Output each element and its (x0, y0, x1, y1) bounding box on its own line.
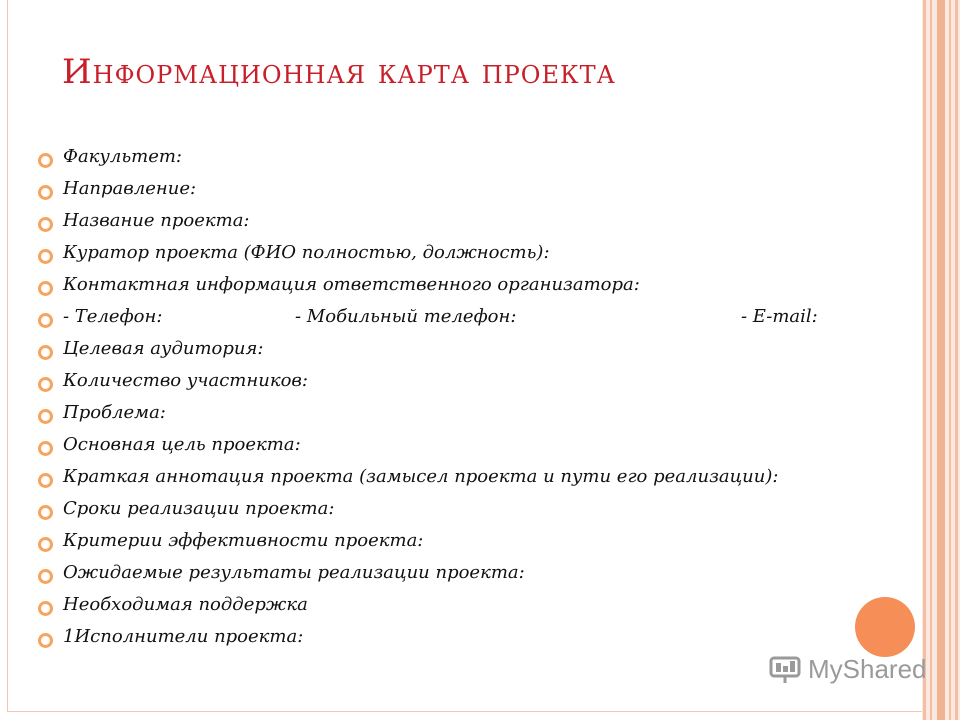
slide-title: Информационная карта проекта (62, 52, 616, 92)
list-item (38, 242, 878, 264)
list-item-text: Целевая аудитория: (63, 338, 264, 359)
list-item (38, 466, 878, 488)
stripe (955, 0, 958, 720)
list-item (38, 178, 878, 200)
bullet-icon (38, 345, 53, 360)
list-item-text: Краткая аннотация проекта (замысел проекта и пути его реализации): (63, 466, 779, 487)
list-item-text: Куратор проекта (ФИО полностью, должность): (63, 242, 550, 263)
bullet-icon (38, 409, 53, 424)
list-item (38, 498, 878, 520)
list-item-text: Основная цель проекта: (63, 434, 301, 455)
list-item-text: Факультет: (63, 146, 182, 167)
list-item-text: Проблема: (63, 402, 166, 423)
list-item (38, 562, 878, 584)
info-list (38, 146, 878, 658)
stripe (937, 0, 945, 720)
list-item (38, 146, 878, 168)
list-item-text: Критерии эффективности проекта: (63, 530, 424, 551)
bullet-icon (38, 537, 53, 552)
stripe (923, 0, 926, 720)
watermark-text: MyShared (808, 654, 927, 684)
list-item (38, 594, 878, 616)
bullet-icon (38, 505, 53, 520)
list-item (38, 626, 878, 648)
list-item (38, 210, 878, 232)
mobile-label: - Мобильный телефон: (295, 306, 517, 327)
bullet-icon (38, 217, 53, 232)
list-item-text: Ожидаемые результаты реализации проекта: (63, 562, 525, 583)
bullet-icon (38, 281, 53, 296)
decorative-circle (855, 597, 915, 657)
bullet-icon (38, 185, 53, 200)
list-item-text: Направление: (63, 178, 197, 199)
list-item (38, 402, 878, 424)
stripe (930, 0, 932, 720)
bullet-icon (38, 569, 53, 584)
presentation-icon (768, 655, 802, 685)
bullet-icon (38, 153, 53, 168)
list-item-text: Название проекта: (63, 210, 250, 231)
list-item (38, 370, 878, 392)
list-item (38, 530, 878, 552)
bullet-icon (38, 441, 53, 456)
list-item (38, 338, 878, 360)
bullet-icon (38, 249, 53, 264)
contacts-text (63, 306, 843, 328)
phone-label: - Телефон: (63, 306, 163, 327)
list-item-text: 1Исполнители проекта: (63, 626, 304, 647)
list-item (38, 274, 878, 296)
list-item-text: Количество участников: (63, 370, 308, 391)
contacts-row (38, 306, 878, 328)
stripe (949, 0, 951, 720)
bullet-icon (38, 473, 53, 488)
list-item (38, 434, 878, 456)
email-label: - E-mail: (741, 306, 818, 327)
list-item-text: Контактная информация ответственного организатора: (63, 274, 640, 295)
watermark-logo (768, 654, 927, 685)
bullet-icon (38, 377, 53, 392)
bullet-icon (38, 313, 53, 328)
bullet-icon (38, 601, 53, 616)
list-item-text: Необходимая поддержка (63, 594, 308, 615)
decorative-stripes (922, 0, 960, 720)
list-item-text: Сроки реализации проекта: (63, 498, 335, 519)
bullet-icon (38, 633, 53, 648)
